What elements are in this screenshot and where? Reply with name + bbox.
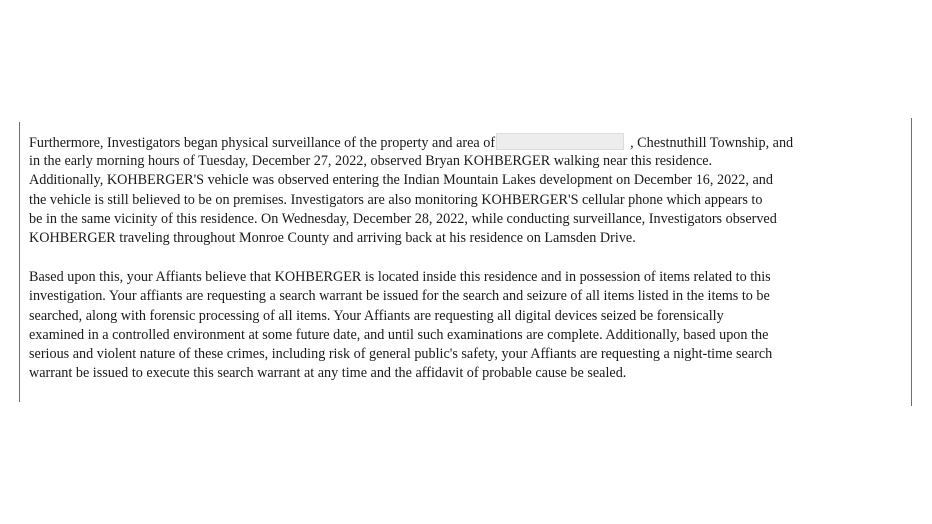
text-line: warrant be issued to execute this search warrant at any time and the affidavit of probable cause be sealed. [29, 365, 627, 382]
text-line: Additionally, KOHBERGER'S vehicle was observed entering the Indian Mountain Lakes development on December 16, 2022, and [29, 172, 773, 189]
text-line: be in the same vicinity of this residence. On Wednesday, December 28, 2022, while conducting surveillance, Investigators observed [29, 210, 777, 227]
text-line: examined in a controlled environment at some future date, and until such examinations are complete. Additionally, based upon the [29, 326, 769, 343]
paragraph-spacer [29, 248, 901, 268]
text-line [29, 133, 901, 152]
text-line: searched, along with forensic processing of all items. Your Affiants are requesting all digital devices seized be forensically [29, 307, 724, 324]
text-line: KOHBERGER traveling throughout Monroe County and arriving back at his residence on Lamsden Drive. [29, 229, 636, 246]
right-margin-rule [911, 118, 912, 406]
redacted-address-box [496, 133, 624, 150]
text-segment: , Chestnuthill Township, and [630, 135, 794, 151]
text-line: Based upon this, your Affiants believe that KOHBERGER is located inside this residence and in possession of items related to this [29, 269, 771, 286]
text-segment: Furthermore, Investigators began physical surveillance of the property and area of [29, 135, 496, 151]
paragraph-warrant-request [29, 268, 901, 383]
text-line: investigation. Your affiants are requesting a search warrant be issued for the search and seizure of all items listed in the items to be [29, 288, 770, 305]
paragraph-surveillance [29, 133, 901, 248]
text-line: in the early morning hours of Tuesday, December 27, 2022, observed Bryan KOHBERGER walking near this residence. [29, 153, 713, 170]
document-body [29, 133, 901, 383]
left-margin-rule [19, 122, 20, 402]
text-line: serious and violent nature of these crimes, including risk of general public's safety, your Affiants are requesting a night-time search [29, 345, 773, 362]
text-line: the vehicle is still believed to be on premises. Investigators are also monitoring KOHBERGER'S cellular phone which appears to [29, 191, 763, 208]
